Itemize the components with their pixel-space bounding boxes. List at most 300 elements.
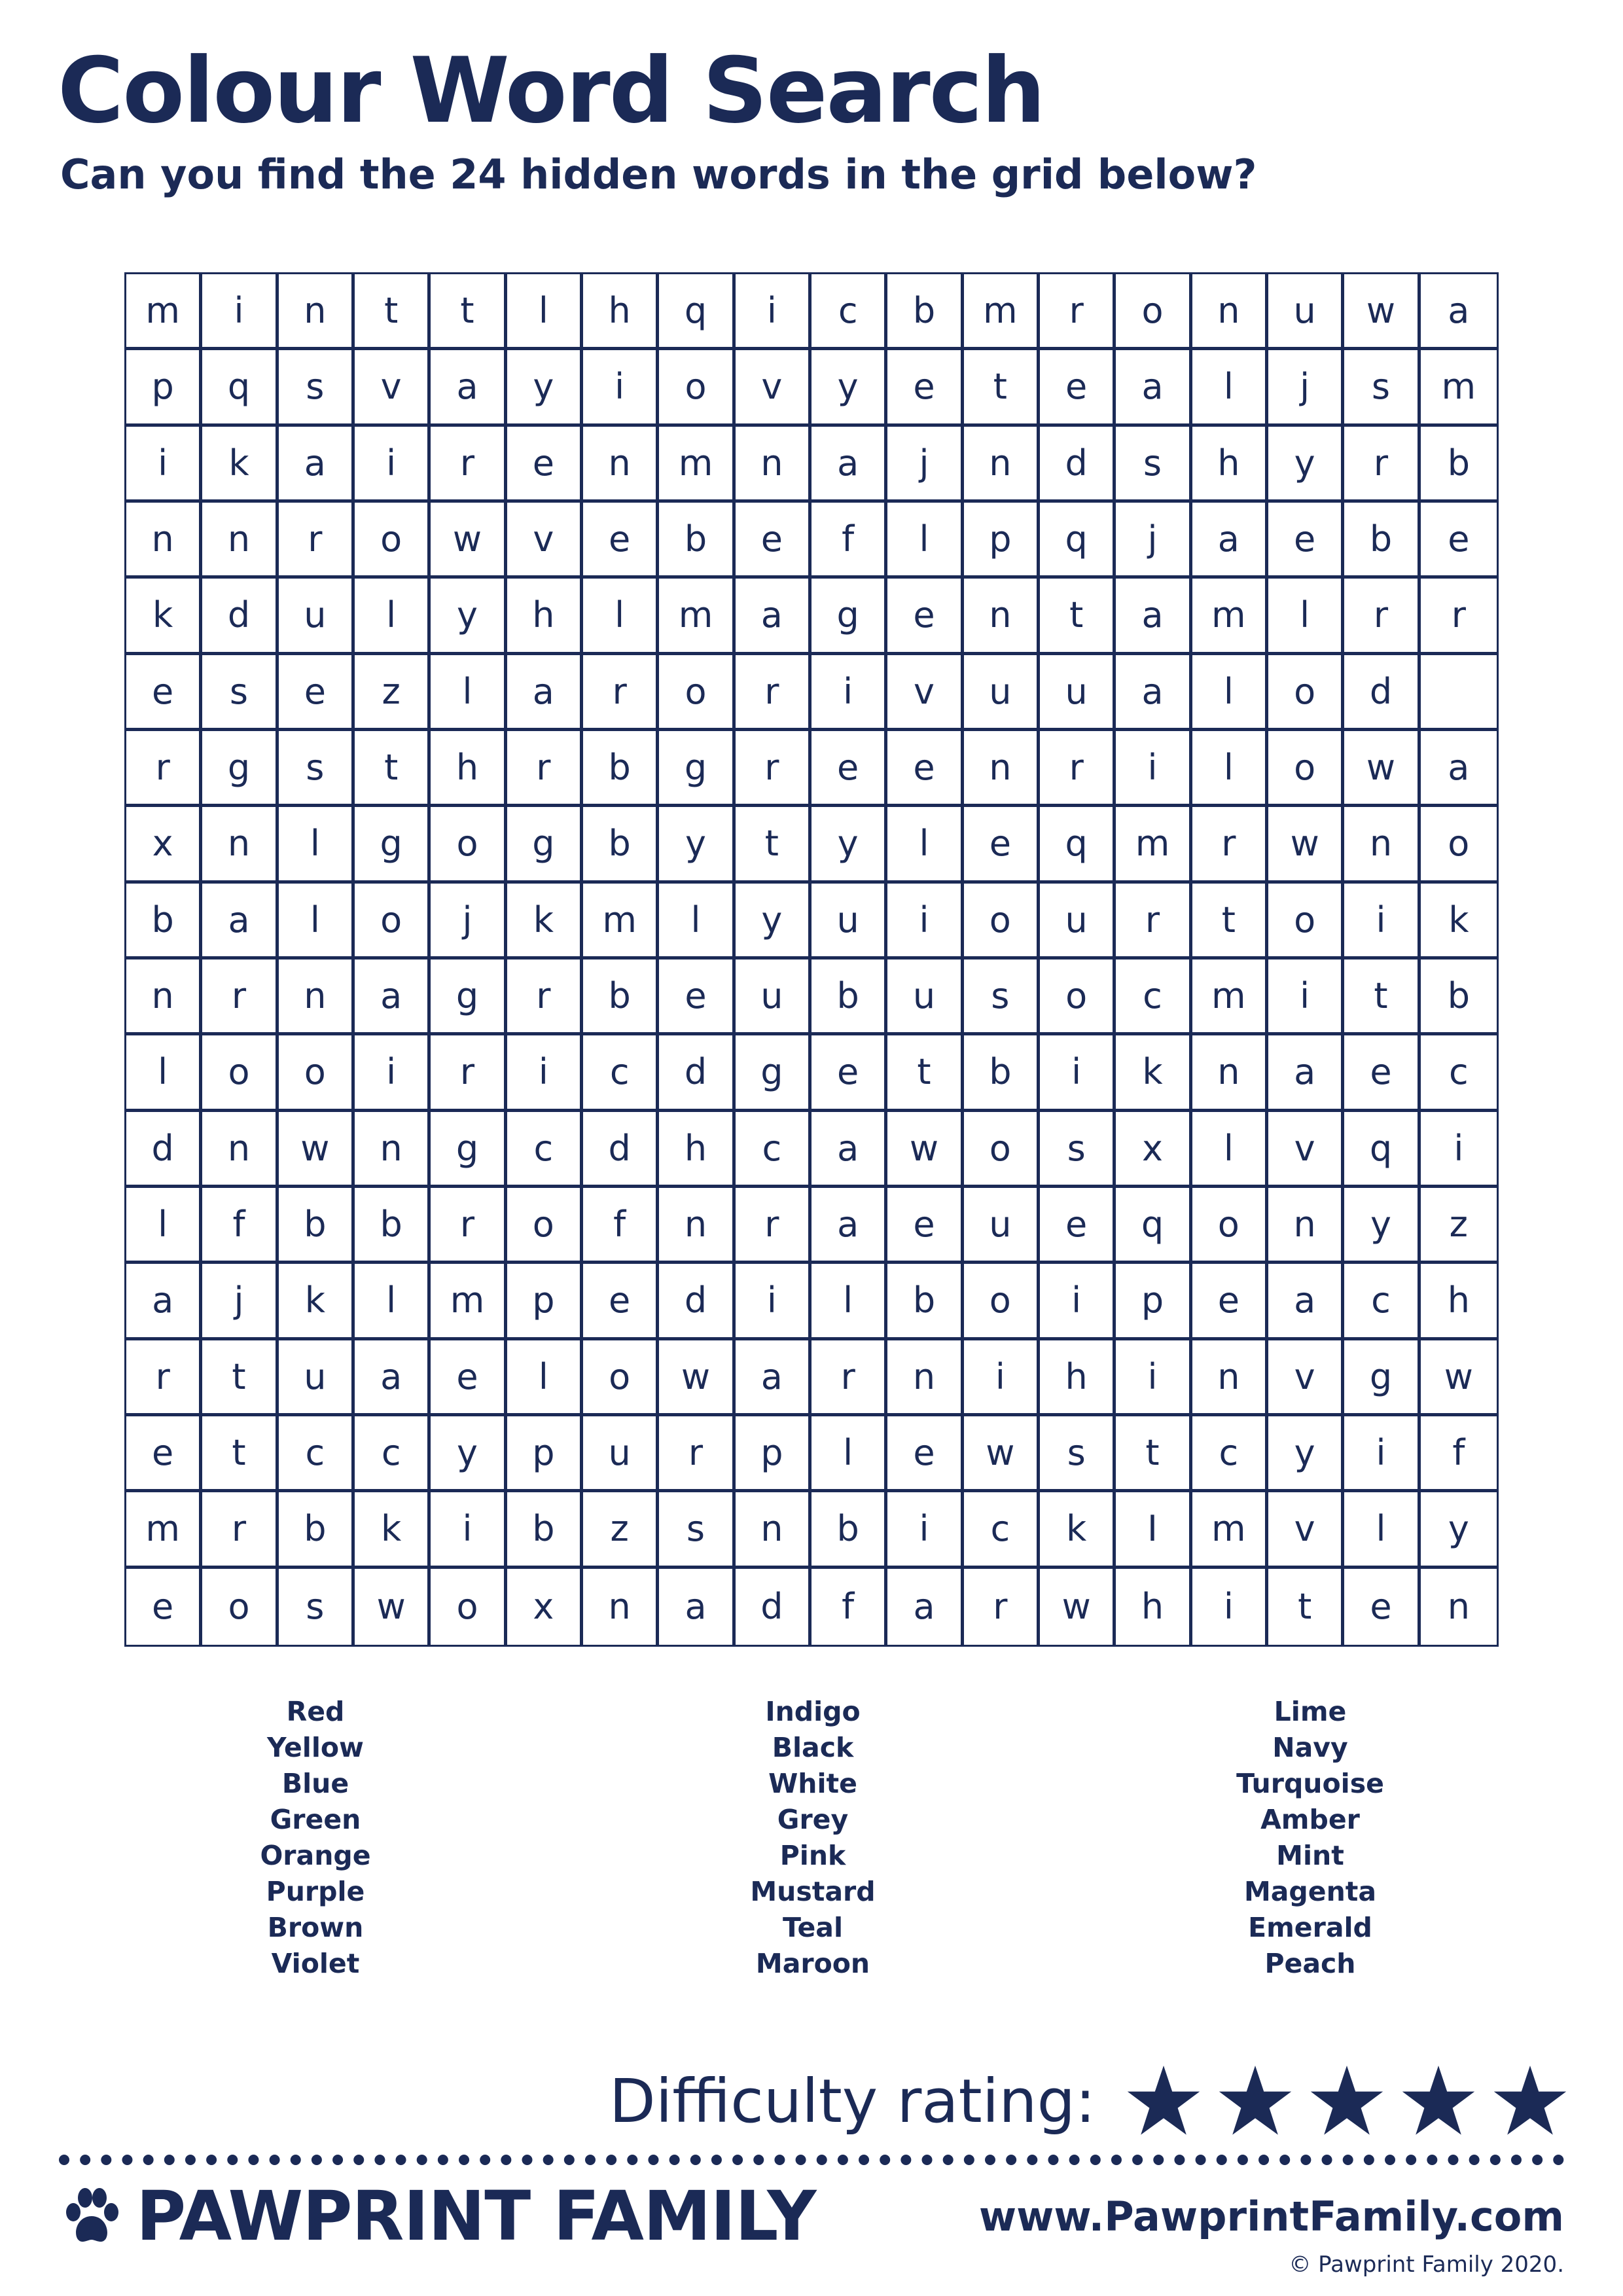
grid-cell[interactable]: h <box>431 731 507 807</box>
grid-cell[interactable]: w <box>887 1112 963 1188</box>
grid-cell[interactable]: g <box>355 807 431 883</box>
grid-cell[interactable]: a <box>1116 579 1192 655</box>
grid-cell[interactable]: f <box>583 1188 659 1264</box>
grid-cell[interactable]: v <box>736 350 812 426</box>
grid-cell[interactable]: v <box>507 503 583 579</box>
grid-cell[interactable]: l <box>812 1264 887 1340</box>
grid-cell[interactable]: i <box>887 1492 963 1568</box>
grid-cell[interactable]: h <box>1040 1340 1116 1416</box>
grid-cell[interactable]: k <box>279 1264 355 1340</box>
grid-cell[interactable]: e <box>1192 1264 1268 1340</box>
grid-cell[interactable]: n <box>583 1569 659 1645</box>
grid-cell[interactable]: j <box>887 427 963 503</box>
grid-cell[interactable]: o <box>659 350 735 426</box>
grid-cell[interactable]: i <box>583 350 659 426</box>
grid-cell[interactable]: m <box>659 427 735 503</box>
grid-cell[interactable]: b <box>583 960 659 1035</box>
grid-cell[interactable]: o <box>1116 274 1192 350</box>
grid-cell[interactable]: e <box>1344 1569 1420 1645</box>
grid-cell[interactable]: e <box>887 1188 963 1264</box>
grid-cell[interactable]: e <box>812 731 887 807</box>
grid-cell[interactable]: o <box>1268 884 1344 960</box>
grid-cell[interactable]: m <box>1192 579 1268 655</box>
grid-cell[interactable]: l <box>279 884 355 960</box>
grid-cell[interactable]: y <box>659 807 735 883</box>
grid-cell[interactable]: a <box>1421 274 1497 350</box>
grid-cell[interactable]: a <box>736 579 812 655</box>
grid-cell[interactable]: n <box>202 503 278 579</box>
grid-cell[interactable]: u <box>736 960 812 1035</box>
grid-cell[interactable]: w <box>1040 1569 1116 1645</box>
grid-cell[interactable]: f <box>812 503 887 579</box>
grid-cell[interactable]: t <box>1040 579 1116 655</box>
grid-cell[interactable]: o <box>1421 807 1497 883</box>
grid-cell[interactable]: y <box>1268 1416 1344 1492</box>
grid-cell[interactable]: q <box>1040 807 1116 883</box>
grid-cell[interactable]: n <box>279 960 355 1035</box>
grid-cell[interactable]: o <box>202 1569 278 1645</box>
grid-cell[interactable]: e <box>507 427 583 503</box>
grid-cell[interactable]: e <box>659 960 735 1035</box>
grid-cell[interactable]: e <box>583 1264 659 1340</box>
grid-cell[interactable]: v <box>1268 1112 1344 1188</box>
grid-cell[interactable]: s <box>202 655 278 731</box>
grid-cell[interactable]: l <box>1192 350 1268 426</box>
grid-cell[interactable]: l <box>812 1416 887 1492</box>
grid-cell[interactable]: h <box>659 1112 735 1188</box>
grid-cell[interactable]: l <box>126 1188 202 1264</box>
grid-cell[interactable]: o <box>964 884 1040 960</box>
grid-cell[interactable]: o <box>202 1035 278 1111</box>
grid-cell[interactable]: a <box>1421 731 1497 807</box>
grid-cell[interactable]: i <box>1344 1416 1420 1492</box>
grid-cell[interactable]: c <box>355 1416 431 1492</box>
grid-cell[interactable]: p <box>507 1416 583 1492</box>
grid-cell[interactable]: g <box>202 731 278 807</box>
grid-cell[interactable]: g <box>507 807 583 883</box>
grid-cell[interactable]: d <box>659 1264 735 1340</box>
grid-cell[interactable]: s <box>1040 1416 1116 1492</box>
grid-cell[interactable]: b <box>887 274 963 350</box>
grid-cell[interactable]: u <box>964 655 1040 731</box>
grid-cell[interactable]: r <box>736 1188 812 1264</box>
grid-cell[interactable]: b <box>659 503 735 579</box>
grid-cell[interactable]: y <box>1344 1188 1420 1264</box>
grid-cell[interactable]: m <box>583 884 659 960</box>
grid-cell[interactable]: m <box>1116 807 1192 883</box>
grid-cell[interactable]: e <box>1040 1188 1116 1264</box>
grid-cell[interactable]: o <box>964 1264 1040 1340</box>
grid-cell[interactable]: j <box>431 884 507 960</box>
grid-cell[interactable]: r <box>431 427 507 503</box>
grid-cell[interactable]: i <box>507 1035 583 1111</box>
grid-cell[interactable]: a <box>812 427 887 503</box>
grid-cell[interactable]: u <box>279 579 355 655</box>
grid-cell[interactable]: r <box>279 503 355 579</box>
grid-cell[interactable]: h <box>583 274 659 350</box>
grid-cell[interactable]: i <box>1040 1035 1116 1111</box>
grid-cell[interactable]: q <box>1116 1188 1192 1264</box>
grid-cell[interactable]: c <box>279 1416 355 1492</box>
grid-cell[interactable]: y <box>431 579 507 655</box>
grid-cell[interactable]: u <box>887 960 963 1035</box>
grid-cell[interactable]: m <box>964 274 1040 350</box>
grid-cell[interactable]: r <box>1344 579 1420 655</box>
grid-cell[interactable]: n <box>1192 1340 1268 1416</box>
grid-cell[interactable]: t <box>736 807 812 883</box>
grid-cell[interactable]: l <box>1192 731 1268 807</box>
grid-cell[interactable]: n <box>887 1340 963 1416</box>
grid-cell[interactable]: u <box>1040 884 1116 960</box>
grid-cell[interactable]: y <box>812 350 887 426</box>
grid-cell[interactable]: h <box>1421 1264 1497 1340</box>
grid-cell[interactable]: w <box>1344 274 1420 350</box>
grid-cell[interactable]: v <box>355 350 431 426</box>
grid-cell[interactable]: p <box>1116 1264 1192 1340</box>
grid-cell[interactable]: i <box>1116 731 1192 807</box>
grid-cell[interactable]: k <box>1040 1492 1116 1568</box>
grid-cell[interactable]: t <box>1116 1416 1192 1492</box>
grid-cell[interactable]: b <box>355 1188 431 1264</box>
grid-cell[interactable]: w <box>355 1569 431 1645</box>
grid-cell[interactable]: n <box>736 1492 812 1568</box>
grid-cell[interactable]: i <box>355 1035 431 1111</box>
grid-cell[interactable]: i <box>1344 884 1420 960</box>
grid-cell[interactable]: b <box>1344 503 1420 579</box>
grid-cell[interactable]: s <box>659 1492 735 1568</box>
grid-cell[interactable]: l <box>1192 655 1268 731</box>
grid-cell[interactable]: e <box>1268 503 1344 579</box>
grid-cell[interactable]: n <box>964 427 1040 503</box>
grid-cell[interactable]: s <box>964 960 1040 1035</box>
grid-cell[interactable]: q <box>1344 1112 1420 1188</box>
grid-cell[interactable]: e <box>583 503 659 579</box>
grid-cell[interactable]: r <box>1344 427 1420 503</box>
grid-cell[interactable]: u <box>812 884 887 960</box>
grid-cell[interactable]: l <box>887 503 963 579</box>
grid-cell[interactable]: h <box>507 579 583 655</box>
grid-cell[interactable]: u <box>583 1416 659 1492</box>
website-link[interactable]: www.PawprintFamily.com <box>978 2193 1564 2240</box>
grid-cell[interactable]: o <box>431 807 507 883</box>
grid-cell[interactable]: x <box>126 807 202 883</box>
grid-cell[interactable]: n <box>1192 274 1268 350</box>
grid-cell[interactable]: o <box>1268 731 1344 807</box>
grid-cell[interactable]: j <box>1116 503 1192 579</box>
grid-cell[interactable]: r <box>736 731 812 807</box>
grid-cell[interactable]: r <box>507 731 583 807</box>
grid-cell[interactable]: i <box>126 427 202 503</box>
grid-cell[interactable]: n <box>964 579 1040 655</box>
grid-cell[interactable]: m <box>1192 960 1268 1035</box>
grid-cell[interactable]: i <box>1192 1569 1268 1645</box>
grid-cell[interactable]: k <box>1116 1035 1192 1111</box>
grid-cell[interactable]: e <box>1040 350 1116 426</box>
grid-cell[interactable]: l <box>355 1264 431 1340</box>
grid-cell[interactable]: a <box>812 1112 887 1188</box>
grid-cell[interactable]: m <box>1192 1492 1268 1568</box>
grid-cell[interactable]: s <box>279 350 355 426</box>
grid-cell[interactable]: w <box>1421 1340 1497 1416</box>
grid-cell[interactable]: i <box>1116 1340 1192 1416</box>
grid-cell[interactable]: v <box>1268 1492 1344 1568</box>
grid-cell[interactable]: e <box>812 1035 887 1111</box>
grid-cell[interactable]: n <box>583 427 659 503</box>
grid-cell[interactable]: c <box>964 1492 1040 1568</box>
grid-cell[interactable]: b <box>583 807 659 883</box>
grid-cell[interactable]: a <box>355 1340 431 1416</box>
grid-cell[interactable]: b <box>812 1492 887 1568</box>
grid-cell[interactable]: e <box>431 1340 507 1416</box>
grid-cell[interactable]: d <box>583 1112 659 1188</box>
grid-cell[interactable]: f <box>812 1569 887 1645</box>
grid-cell[interactable]: n <box>1192 1035 1268 1111</box>
grid-cell[interactable]: g <box>431 1112 507 1188</box>
grid-cell[interactable]: n <box>279 274 355 350</box>
grid-cell[interactable]: o <box>659 655 735 731</box>
grid-cell[interactable]: r <box>507 960 583 1035</box>
grid-cell[interactable]: n <box>964 731 1040 807</box>
grid-cell[interactable]: n <box>202 807 278 883</box>
grid-cell[interactable]: a <box>1268 1035 1344 1111</box>
grid-cell[interactable]: k <box>1421 884 1497 960</box>
grid-cell[interactable]: l <box>1192 1112 1268 1188</box>
grid-cell[interactable]: e <box>887 1416 963 1492</box>
grid-cell[interactable]: b <box>1421 427 1497 503</box>
grid-cell[interactable]: n <box>1447 1586 1470 1628</box>
grid-cell[interactable]: e <box>1421 503 1497 579</box>
grid-cell[interactable]: e <box>126 1416 202 1492</box>
grid-cell[interactable]: b <box>887 1264 963 1340</box>
grid-cell[interactable]: m <box>431 1264 507 1340</box>
grid-cell[interactable]: r <box>583 655 659 731</box>
grid-cell[interactable]: s <box>279 731 355 807</box>
grid-cell[interactable]: g <box>659 731 735 807</box>
grid-cell[interactable]: i <box>1268 960 1344 1035</box>
grid-cell[interactable]: n <box>126 960 202 1035</box>
grid-cell[interactable]: a <box>1116 655 1192 731</box>
grid-cell[interactable]: c <box>583 1035 659 1111</box>
grid-cell[interactable]: i <box>964 1340 1040 1416</box>
grid-cell[interactable]: r <box>1040 731 1116 807</box>
grid-cell[interactable]: I <box>1116 1492 1192 1568</box>
grid-cell[interactable]: r <box>202 960 278 1035</box>
grid-cell[interactable]: j <box>1268 350 1344 426</box>
grid-cell[interactable]: i <box>1040 1264 1116 1340</box>
grid-cell[interactable]: n <box>1268 1188 1344 1264</box>
grid-cell[interactable]: h <box>1192 427 1268 503</box>
grid-cell[interactable]: a <box>1268 1264 1344 1340</box>
grid-cell[interactable]: a <box>431 350 507 426</box>
grid-cell[interactable]: b <box>507 1492 583 1568</box>
grid-cell[interactable]: l <box>431 655 507 731</box>
grid-cell[interactable]: p <box>736 1416 812 1492</box>
grid-cell[interactable]: l <box>1344 1492 1420 1568</box>
grid-cell[interactable]: e <box>887 731 963 807</box>
grid-cell[interactable]: e <box>126 655 202 731</box>
grid-cell[interactable]: r <box>1116 884 1192 960</box>
grid-cell[interactable]: z <box>583 1492 659 1568</box>
grid-cell[interactable]: w <box>431 503 507 579</box>
grid-cell[interactable]: b <box>964 1035 1040 1111</box>
grid-cell[interactable]: o <box>355 503 431 579</box>
grid-cell[interactable]: l <box>279 807 355 883</box>
grid-cell[interactable]: p <box>964 503 1040 579</box>
grid-cell[interactable]: f <box>202 1188 278 1264</box>
grid-cell[interactable]: w <box>1268 807 1344 883</box>
grid-cell[interactable]: o <box>1268 655 1344 731</box>
grid-cell[interactable]: s <box>1344 350 1420 426</box>
grid-cell[interactable]: o <box>507 1188 583 1264</box>
grid-cell[interactable]: y <box>812 807 887 883</box>
grid-cell[interactable]: a <box>202 884 278 960</box>
grid-cell[interactable]: n <box>659 1188 735 1264</box>
grid-cell[interactable]: t <box>202 1416 278 1492</box>
grid-cell[interactable]: n <box>202 1112 278 1188</box>
grid-cell[interactable]: b <box>583 731 659 807</box>
grid-cell[interactable]: r <box>1040 274 1116 350</box>
grid-cell[interactable]: b <box>126 884 202 960</box>
grid-cell[interactable]: a <box>126 1264 202 1340</box>
grid-cell[interactable]: n <box>1344 807 1420 883</box>
grid-cell[interactable]: m <box>126 1492 202 1568</box>
grid-cell[interactable]: q <box>659 274 735 350</box>
grid-cell[interactable]: i <box>431 1492 507 1568</box>
grid-cell[interactable]: m <box>1421 350 1497 426</box>
grid-cell[interactable]: a <box>887 1569 963 1645</box>
grid-cell[interactable]: d <box>1344 655 1420 731</box>
grid-cell[interactable]: i <box>736 1264 812 1340</box>
grid-cell[interactable]: t <box>355 274 431 350</box>
grid-cell[interactable]: a <box>812 1188 887 1264</box>
grid-cell[interactable]: k <box>355 1492 431 1568</box>
grid-cell[interactable]: l <box>887 807 963 883</box>
grid-cell[interactable]: k <box>202 427 278 503</box>
grid-cell[interactable]: o <box>583 1340 659 1416</box>
grid-cell[interactable]: r <box>659 1416 735 1492</box>
grid-cell[interactable]: q <box>202 350 278 426</box>
grid-cell[interactable]: k <box>126 579 202 655</box>
grid-cell[interactable]: u <box>279 1340 355 1416</box>
grid-cell[interactable]: n <box>355 1112 431 1188</box>
grid-cell[interactable]: t <box>431 274 507 350</box>
grid-cell[interactable]: o <box>964 1112 1040 1188</box>
grid-cell[interactable]: d <box>659 1035 735 1111</box>
grid-cell[interactable]: w <box>964 1416 1040 1492</box>
grid-cell[interactable]: c <box>1344 1264 1420 1340</box>
grid-cell[interactable]: w <box>279 1112 355 1188</box>
grid-cell[interactable]: x <box>1116 1112 1192 1188</box>
grid-cell[interactable]: t <box>1268 1569 1344 1645</box>
grid-cell[interactable]: l <box>659 884 735 960</box>
grid-cell[interactable]: i <box>736 274 812 350</box>
grid-cell[interactable]: v <box>887 655 963 731</box>
grid-cell[interactable]: p <box>507 1264 583 1340</box>
grid-cell[interactable]: c <box>812 274 887 350</box>
grid-cell[interactable]: b <box>812 960 887 1035</box>
grid-cell[interactable]: i <box>887 884 963 960</box>
grid-cell[interactable]: r <box>431 1188 507 1264</box>
grid-cell[interactable]: l <box>355 579 431 655</box>
grid-cell[interactable]: t <box>1192 884 1268 960</box>
grid-cell[interactable]: c <box>507 1112 583 1188</box>
grid-cell[interactable]: n <box>126 503 202 579</box>
grid-cell[interactable]: p <box>126 350 202 426</box>
grid-cell[interactable]: a <box>279 427 355 503</box>
grid-cell[interactable]: a <box>1116 350 1192 426</box>
grid-cell[interactable]: m <box>126 274 202 350</box>
grid-cell[interactable]: l <box>583 579 659 655</box>
grid-cell[interactable]: w <box>1344 731 1420 807</box>
grid-cell[interactable]: a <box>659 1569 735 1645</box>
grid-cell[interactable]: y <box>1421 1492 1497 1568</box>
grid-cell[interactable]: k <box>507 884 583 960</box>
grid-cell[interactable]: f <box>1421 1416 1497 1492</box>
grid-cell[interactable]: j <box>202 1264 278 1340</box>
grid-cell[interactable]: s <box>279 1569 355 1645</box>
grid-cell[interactable]: c <box>1192 1416 1268 1492</box>
grid-cell[interactable]: r <box>431 1035 507 1111</box>
grid-cell[interactable]: l <box>1268 579 1344 655</box>
grid-cell[interactable]: l <box>507 274 583 350</box>
grid-cell[interactable]: y <box>507 350 583 426</box>
grid-cell[interactable]: e <box>1344 1035 1420 1111</box>
grid-cell[interactable]: d <box>736 1569 812 1645</box>
grid-cell[interactable]: y <box>431 1416 507 1492</box>
grid-cell[interactable]: r <box>126 1340 202 1416</box>
grid-cell[interactable]: e <box>887 350 963 426</box>
grid-cell[interactable]: o <box>1040 960 1116 1035</box>
grid-cell[interactable]: o <box>355 884 431 960</box>
grid-cell[interactable]: a <box>355 960 431 1035</box>
grid-cell[interactable]: t <box>202 1340 278 1416</box>
grid-cell[interactable]: l <box>507 1340 583 1416</box>
grid-cell[interactable]: i <box>1421 1112 1497 1188</box>
grid-cell[interactable]: t <box>355 731 431 807</box>
grid-cell[interactable]: y <box>1268 427 1344 503</box>
grid-cell[interactable]: g <box>812 579 887 655</box>
grid-cell[interactable]: z <box>1421 1188 1497 1264</box>
grid-cell[interactable]: q <box>1040 503 1116 579</box>
grid-cell[interactable]: v <box>1268 1340 1344 1416</box>
grid-cell[interactable]: t <box>964 350 1040 426</box>
grid-cell[interactable]: r <box>736 655 812 731</box>
grid-cell[interactable]: r <box>964 1569 1040 1645</box>
grid-cell[interactable]: u <box>964 1188 1040 1264</box>
grid-cell[interactable]: e <box>736 503 812 579</box>
grid-cell[interactable]: a <box>736 1340 812 1416</box>
grid-cell[interactable]: g <box>1344 1340 1420 1416</box>
grid-cell[interactable]: b <box>1421 960 1497 1035</box>
grid-cell[interactable]: i <box>202 274 278 350</box>
grid-cell[interactable]: g <box>431 960 507 1035</box>
grid-cell[interactable]: r <box>1192 807 1268 883</box>
grid-cell[interactable]: h <box>1116 1569 1192 1645</box>
grid-cell[interactable]: b <box>279 1492 355 1568</box>
grid-cell[interactable]: r <box>812 1340 887 1416</box>
grid-cell[interactable]: m <box>659 579 735 655</box>
grid-cell[interactable]: d <box>1040 427 1116 503</box>
grid-cell[interactable]: c <box>1116 960 1192 1035</box>
grid-cell[interactable]: c <box>736 1112 812 1188</box>
grid-cell[interactable]: w <box>659 1340 735 1416</box>
grid-cell[interactable]: z <box>355 655 431 731</box>
grid-cell[interactable]: x <box>507 1569 583 1645</box>
grid-cell[interactable]: s <box>1116 427 1192 503</box>
grid-cell[interactable]: e <box>279 655 355 731</box>
grid-cell[interactable]: n <box>736 427 812 503</box>
grid-cell[interactable]: l <box>126 1035 202 1111</box>
